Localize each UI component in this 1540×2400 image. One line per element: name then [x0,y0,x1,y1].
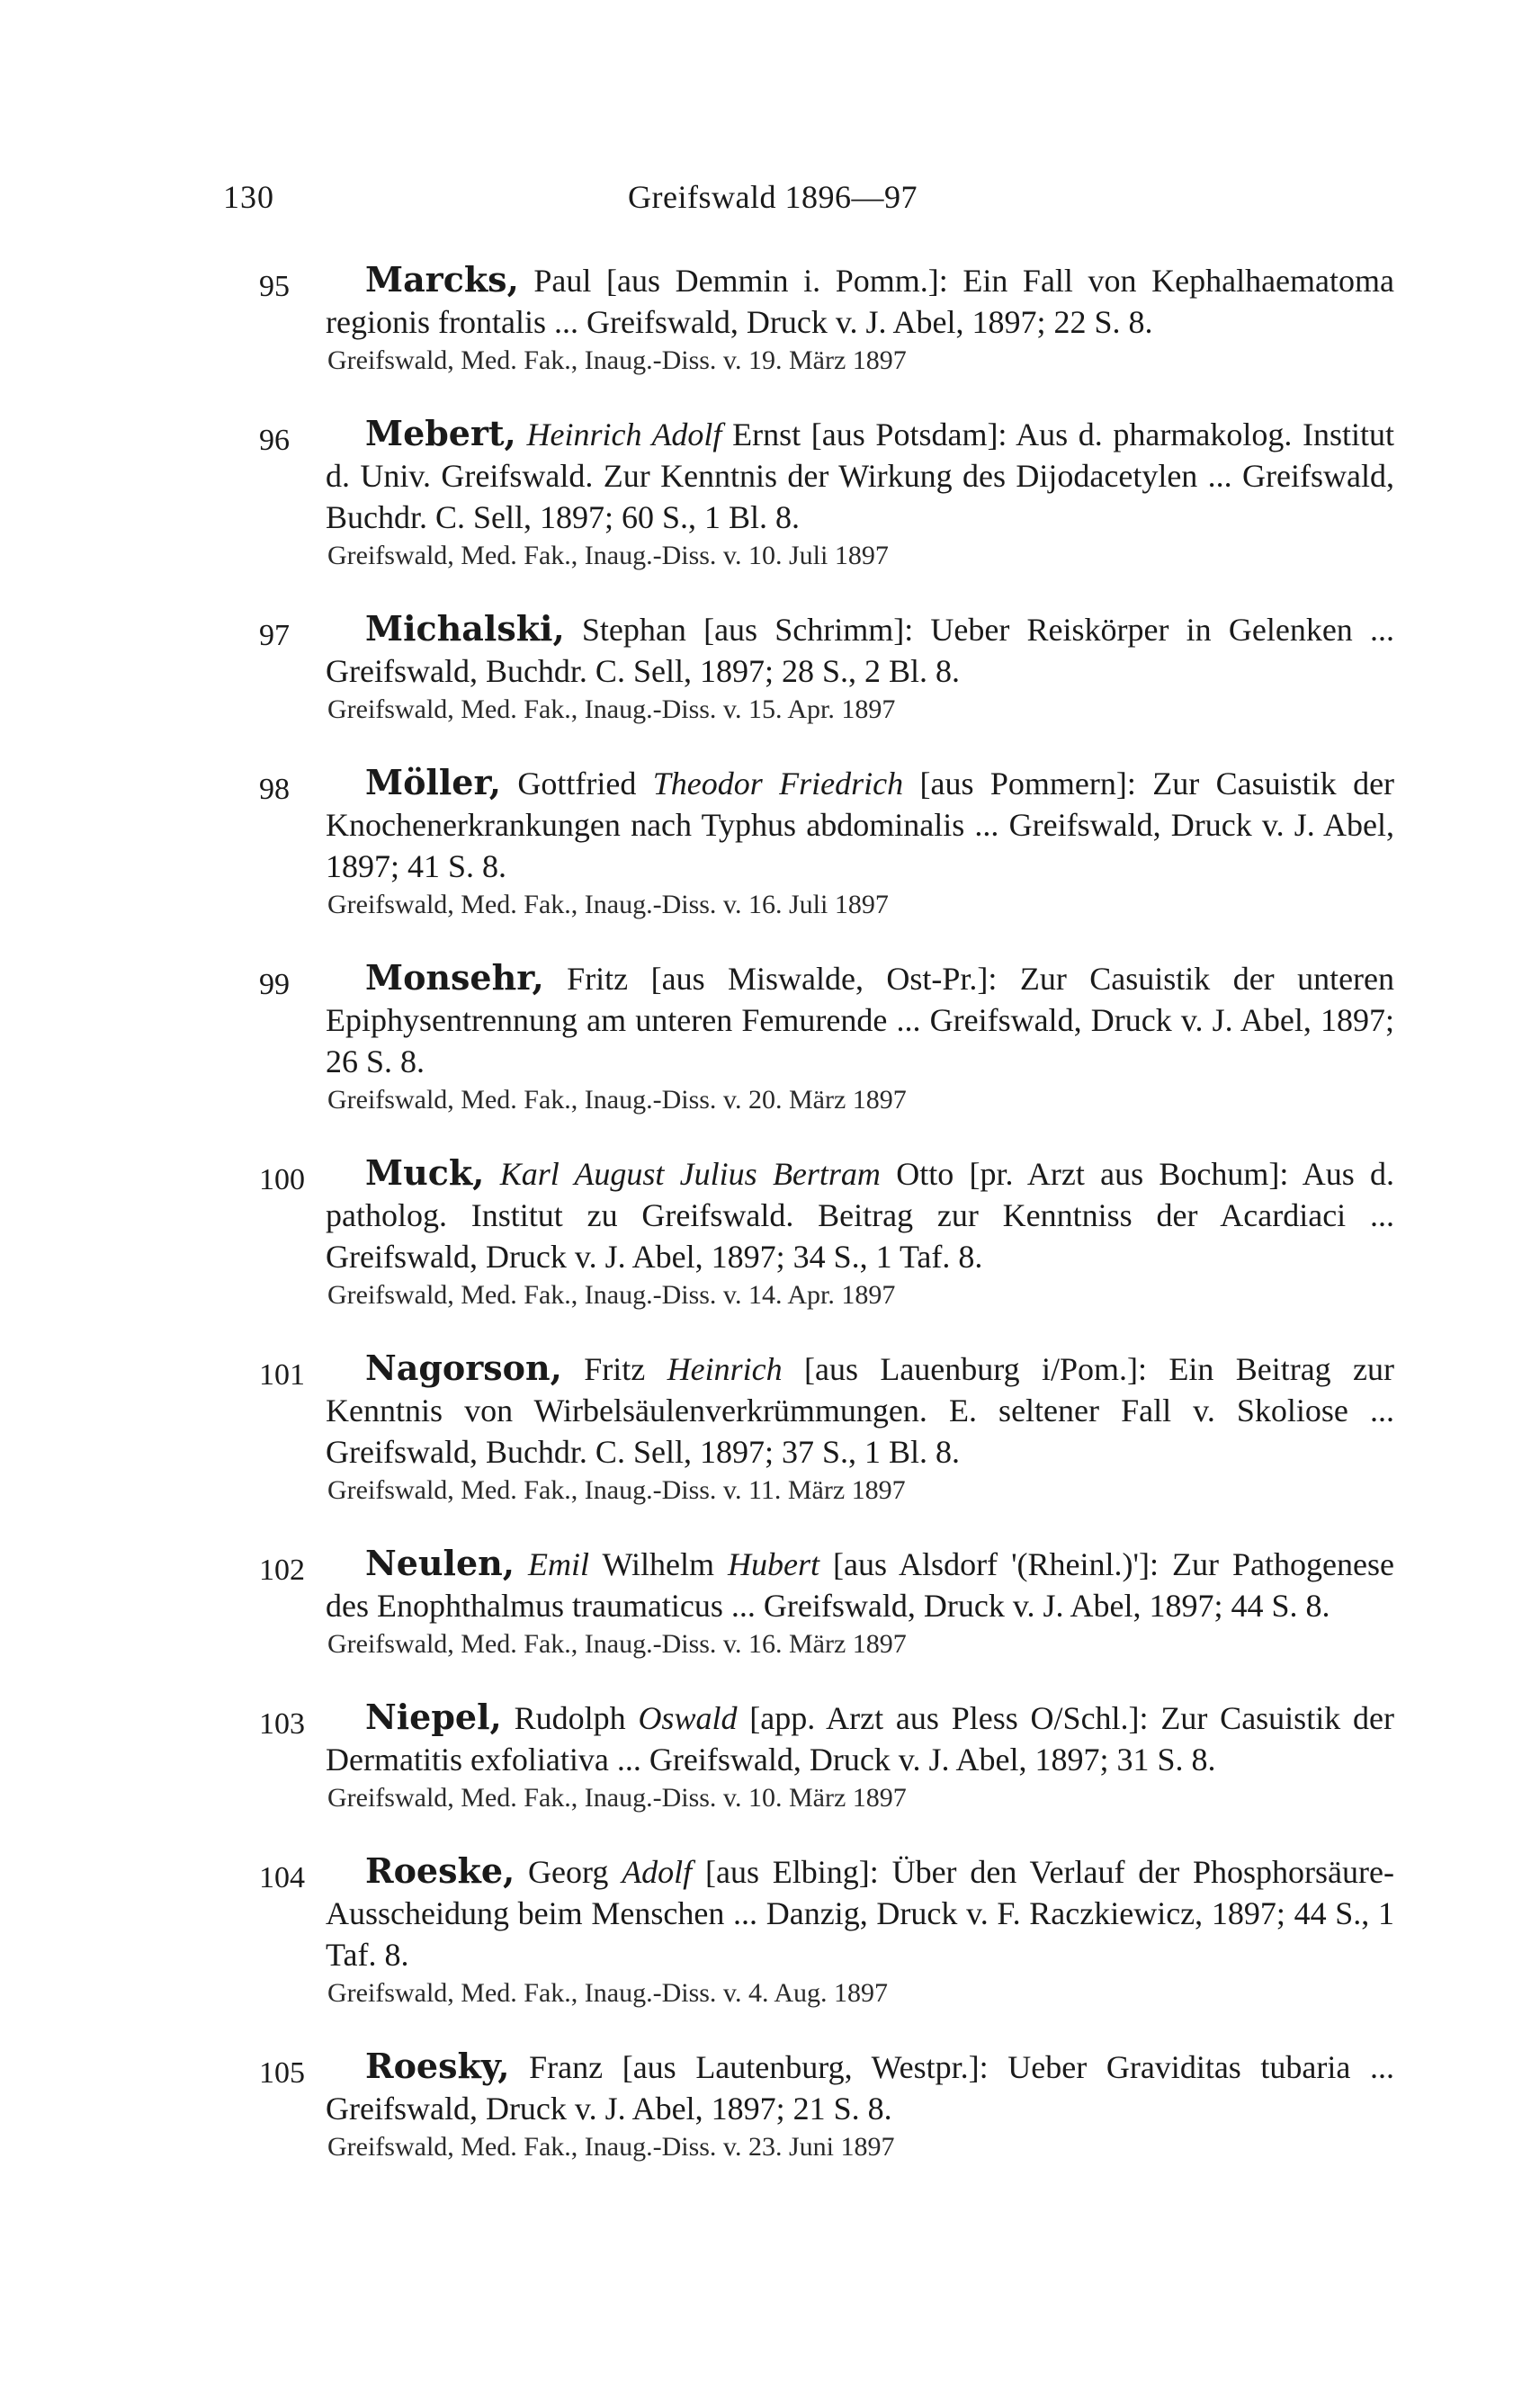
author-surname: Roesky, [365,2046,510,2086]
author-given-name: Gottfried [517,766,637,801]
author-given-name: Paul [533,263,592,299]
running-title: Greifswald 1896—97 [628,179,918,215]
dissertation-note: Greifswald, Med. Fak., Inaug.-Diss. v. 14. Apr. 1897 [327,1280,896,1310]
list-item [261,957,1394,1118]
entry-citation [326,413,1394,538]
entry-number: 99 [259,968,290,1001]
author-given-name: Rudolph [514,1700,626,1736]
entry-number: 105 [259,2056,305,2090]
author-given-name-italic: Heinrich Adolf [526,416,722,452]
entry-citation [326,1697,1394,1780]
author-surname: Roeske, [365,1850,515,1891]
citation-text: [aus Pommern]: Zur Casuistik der Knochenerkrankungen nach Typhus abdominalis ... Greifswald, Druck v. J. Abel, 1897; 41 S. 8. [326,766,1395,884]
dissertation-note: Greifswald, Med. Fak., Inaug.-Diss. v. 16. März 1897 [327,1629,907,1659]
list-item [261,1543,1394,1662]
dissertation-note: Greifswald, Med. Fak., Inaug.-Diss. v. 10. Juli 1897 [327,541,889,570]
entry-citation [326,1152,1394,1277]
page-number: 130 [223,179,274,215]
author-given-name-italic: Karl August Julius Bertram [499,1156,881,1192]
entry-number: 104 [259,1861,305,1894]
author-surname: Niepel, [365,1697,502,1737]
entry-citation [326,957,1394,1082]
author-given-name-italic: Heinrich [667,1351,783,1387]
author-given-name: Wilhelm [602,1546,714,1582]
entry-citation [326,608,1394,692]
dissertation-note: Greifswald, Med. Fak., Inaug.-Diss. v. 15. Apr. 1897 [327,694,896,724]
dissertation-note: Greifswald, Med. Fak., Inaug.-Diss. v. 20. März 1897 [327,1085,907,1115]
author-given-name-italic: Hubert [728,1546,819,1582]
entry-citation [326,1850,1394,1975]
list-item [261,413,1394,574]
dissertation-note: Greifswald, Med. Fak., Inaug.-Diss. v. 10. März 1897 [327,1783,907,1813]
citation-text: [app. Arzt aus Pless O/Schl.]: Zur Casuistik der Dermatitis exfoliativa ... Greifswald, Druck v. J. Abel, 1897; 31 S. 8. [326,1700,1394,1778]
author-surname: Neulen, [365,1543,515,1583]
entry-citation [326,1348,1394,1473]
citation-text: [aus Alsdorf '(Rheinl.)']: Zur Pathogenese des Enophthalmus traumaticus ... Greifswald, Druck v. J. Abel, 1897; 44 S. 8. [326,1546,1394,1624]
page-header [223,178,1392,223]
author-given-name: Fritz [584,1351,646,1387]
dissertation-note: Greifswald, Med. Fak., Inaug.-Diss. v. 4. Aug. 1897 [327,1978,888,2008]
entry-number: 102 [259,1554,305,1587]
list-item [261,762,1394,923]
entry-number: 103 [259,1707,305,1741]
citation-text: [aus Schrimm]: Ueber Reiskörper in Gelenken ... Greifswald, Buchdr. C. Sell, 1897; 28 S., 2 Bl. 8. [326,612,1394,689]
author-surname: Michalski, [365,608,565,649]
entry-citation [326,2046,1394,2129]
dissertation-note: Greifswald, Med. Fak., Inaug.-Diss. v. 16. Juli 1897 [327,890,889,919]
author-given-name: Stephan [581,612,686,648]
entry-number: 95 [259,270,290,303]
citation-text: [pr. Arzt aus Bochum]: Aus d. patholog. Institut zu Greifswald. Beitrag zur Kenntniss der Acardiaci ... Greifswald, Druck v. J. Abel, 1897; 34 S., 1 Taf. 8. [326,1156,1394,1275]
entry-number: 98 [259,773,290,806]
entry-number: 100 [259,1163,305,1196]
list-item [261,1850,1394,2011]
list-item [261,608,1394,728]
entry-citation [326,259,1394,343]
citation-text: [aus Lauenburg i/Pom.]: Ein Beitrag zur Kenntnis von Wirbelsäulenverkrümmungen. E. seltener Fall v. Skoliose ... Greifswald, Buchdr. C. Sell, 1897; 37 S., 1 Bl. 8. [326,1351,1395,1470]
citation-text: [aus Elbing]: Über den Verlauf der Phosphorsäure-Ausscheidung beim Menschen ... Danzig, Druck v. F. Raczkiewicz, 1897; 44 S., 1 Taf. 8. [326,1854,1394,1973]
author-surname: Monsehr, [365,957,544,998]
entry-number: 97 [259,619,290,652]
citation-text: [aus Demmin i. Pomm.]: Ein Fall von Kephalhaematoma regionis frontalis ... Greifswald, Druck v. J. Abel, 1897; 22 S. 8. [326,263,1394,340]
dissertation-note: Greifswald, Med. Fak., Inaug.-Diss. v. 11. März 1897 [327,1475,906,1505]
list-item [261,1348,1394,1509]
list-item [261,1697,1394,1816]
author-surname: Marcks, [365,259,519,300]
author-given-name: Franz [529,2049,604,2085]
entry-number: 101 [259,1358,305,1392]
entry-list [261,259,1394,2199]
author-given-name-italic: Adolf [622,1854,693,1890]
citation-text: [aus Miswalde, Ost-Pr.]: Zur Casuistik der unteren Epiphysentrennung am unteren Femurende ... Greifswald, Druck v. J. Abel, 1897; 26 S. 8. [326,961,1395,1079]
author-given-name: Fritz [567,961,629,997]
author-surname: Möller, [365,762,501,802]
author-given-name-italic: Theodor Friedrich [652,766,904,801]
list-item [261,1152,1394,1313]
author-given-name-italic: Emil [528,1546,590,1582]
entry-citation [326,1543,1394,1626]
entry-citation [326,762,1394,887]
author-given-name: Ernst [732,416,801,452]
citation-text: [aus Lautenburg, Westpr.]: Ueber Graviditas tubaria ... Greifswald, Druck v. J. Abel, 1897; 21 S. 8. [326,2049,1394,2127]
author-given-name: Otto [896,1156,954,1192]
author-given-name: Georg [528,1854,609,1890]
entry-number: 96 [259,424,290,457]
author-surname: Mebert, [365,413,516,453]
author-given-name-italic: Oswald [638,1700,738,1736]
dissertation-note: Greifswald, Med. Fak., Inaug.-Diss. v. 23. Juni 1897 [327,2132,895,2162]
author-surname: Nagorson, [365,1348,562,1388]
citation-text: [aus Potsdam]: Aus d. pharmakolog. Institut d. Univ. Greifswald. Zur Kenntnis der Wirkung des Dijodacetylen ... Greifswald, Buchdr. C. Sell, 1897; 60 S., 1 Bl. 8. [326,416,1395,535]
author-surname: Muck, [365,1152,485,1193]
dissertation-note: Greifswald, Med. Fak., Inaug.-Diss. v. 19. März 1897 [327,345,907,375]
list-item [261,2046,1394,2165]
list-item [261,259,1394,379]
